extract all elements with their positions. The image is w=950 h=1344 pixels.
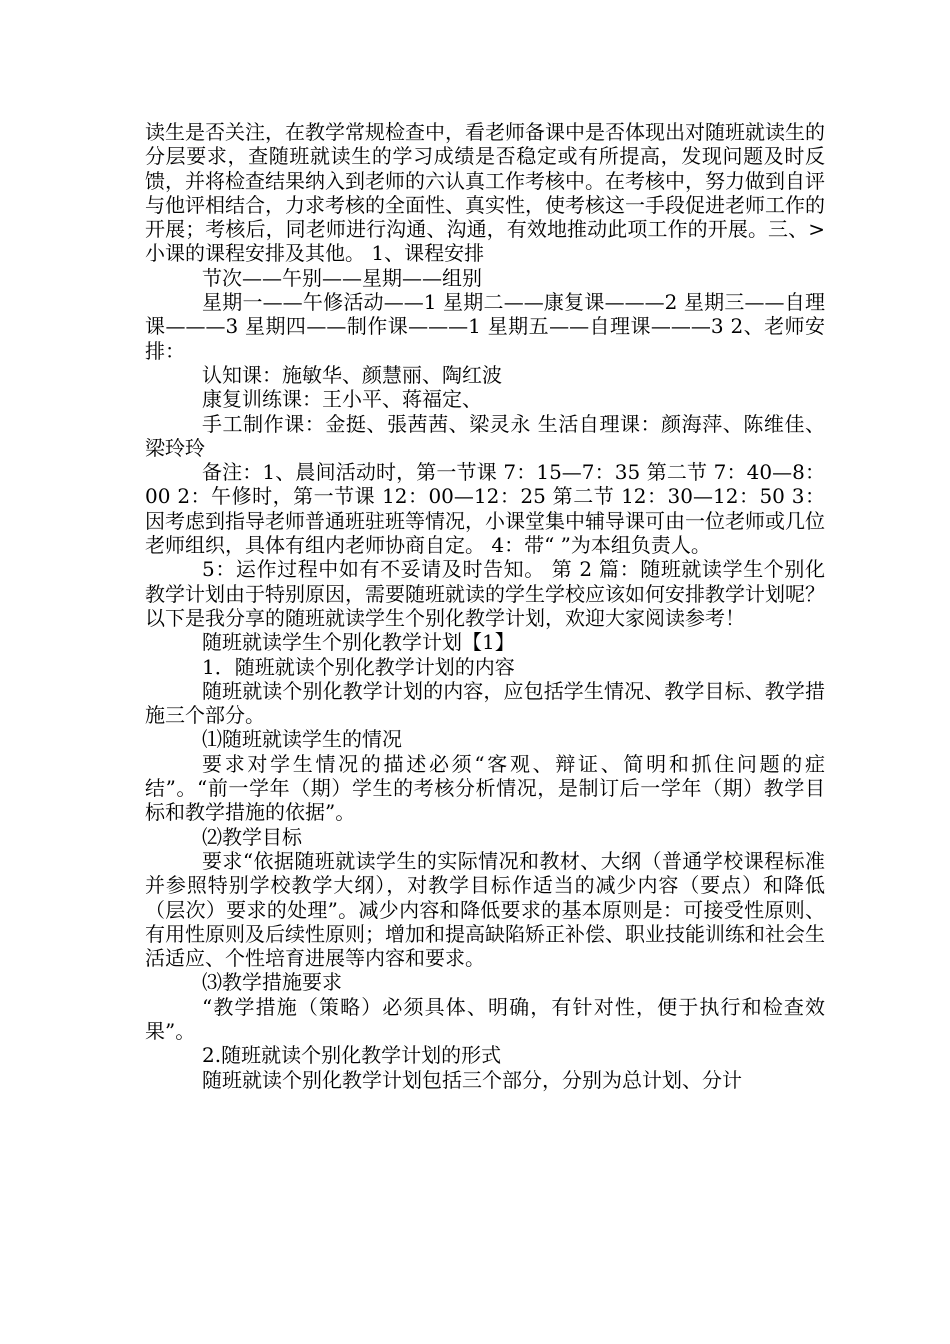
paragraph: 随班就读个别化教学计划包括三个部分，分别为总计划、分计 xyxy=(202,1067,742,1092)
paragraph: 读生是否关注，在教学常规检查中，看老师备课中是否体现出对随班就读生的分层要求，查随班就读生的学习成绩是否稳定或有所提高，发现问题及时反馈，并将检查结果纳入到老师的六认真工作考核中。在考核中，努力做到自评与他评相结合，力求考核的全面性、真实性，使考核这一手段促进老师工作的开展；考核后，同老师进行沟通、沟通，有效地推动此项工作的开展。三、>小课的课程安排及其他。 1、课程安排 xyxy=(145,120,825,266)
subheading: 2.随班就读个别化教学计划的形式 xyxy=(202,1043,502,1068)
document-body xyxy=(145,120,825,1092)
section-heading: 随班就读学生个别化教学计划【1】 xyxy=(202,630,515,655)
paragraph: 随班就读个别化教学计划的内容，应包括学生情况、教学目标、教学措施三个部分。 xyxy=(145,678,825,728)
paragraph: 备注：1、晨间活动时，第一节课 7：15—7：35 第二节 7：40—8：00 2：午修时，第一节课 12：00—12：25 第二节 12：30—12：50 3：因考虑到指导老师普通班驻班等情况，小课堂集中辅导课可由一位老师或几位老师组织，具体有组内老师协商自定。 4：带“ ”为本组负责人。 xyxy=(145,460,825,558)
paragraph: 要求对学生情况的描述必须“客观、辩证、简明和抓住问题的症结”。“前一学年（期）学生的考核分析情况，是制订后一学年（期）教学目标和教学措施的依据”。 xyxy=(145,751,825,825)
subheading: ⑶教学措施要求 xyxy=(202,970,342,995)
paragraph: 手工制作课：金挺、張茜茜、梁灵永 生活自理课：颜海萍、陈维佳、梁玲玲 xyxy=(145,411,825,460)
paragraph: 星期一——午修活动——1 星期二——康复课———2 星期三——自理课———3 星期四——制作课———1 星期五——自理课———3 2、老师安排： xyxy=(145,290,825,363)
paragraph: 要求“依据随班就读学生的实际情况和教材、大纲（普通学校课程标准并参照特别学校教学大纲），对教学目标作适当的减少内容（要点）和降低（层次）要求的处理”。减少内容和降低要求的基本原则是：可接受性原则、有用性原则及后续性原则；增加和提高缺陷矫正补偿、职业技能训练和社会生活适应、个性培育进展等内容和要求。 xyxy=(145,848,825,971)
subheading: ⑵教学目标 xyxy=(202,824,302,849)
paragraph: 康复训练课：王小平、蒋福定、 xyxy=(202,387,482,412)
paragraph: 节次——午别——星期——组别 xyxy=(202,265,482,290)
paragraph: “教学措施（策略）必须具体、明确，有针对性，便于执行和检查效果”。 xyxy=(145,994,825,1043)
paragraph: 5：运作过程中如有不妥请及时告知。 第 2 篇：随班就读学生个别化教学计划由于特别原因，需要随班就读的学生学校应该如何安排教学计划呢？以下是我分享的随班就读学生个别化教学计划，欢迎大家阅读参考！ xyxy=(145,557,825,630)
subheading: ⑴随班就读学生的情况 xyxy=(202,727,402,752)
paragraph: 认知课：施敏华、颜慧丽、陶红波 xyxy=(202,362,502,387)
subheading: 1．随班就读个别化教学计划的内容 xyxy=(202,654,515,679)
